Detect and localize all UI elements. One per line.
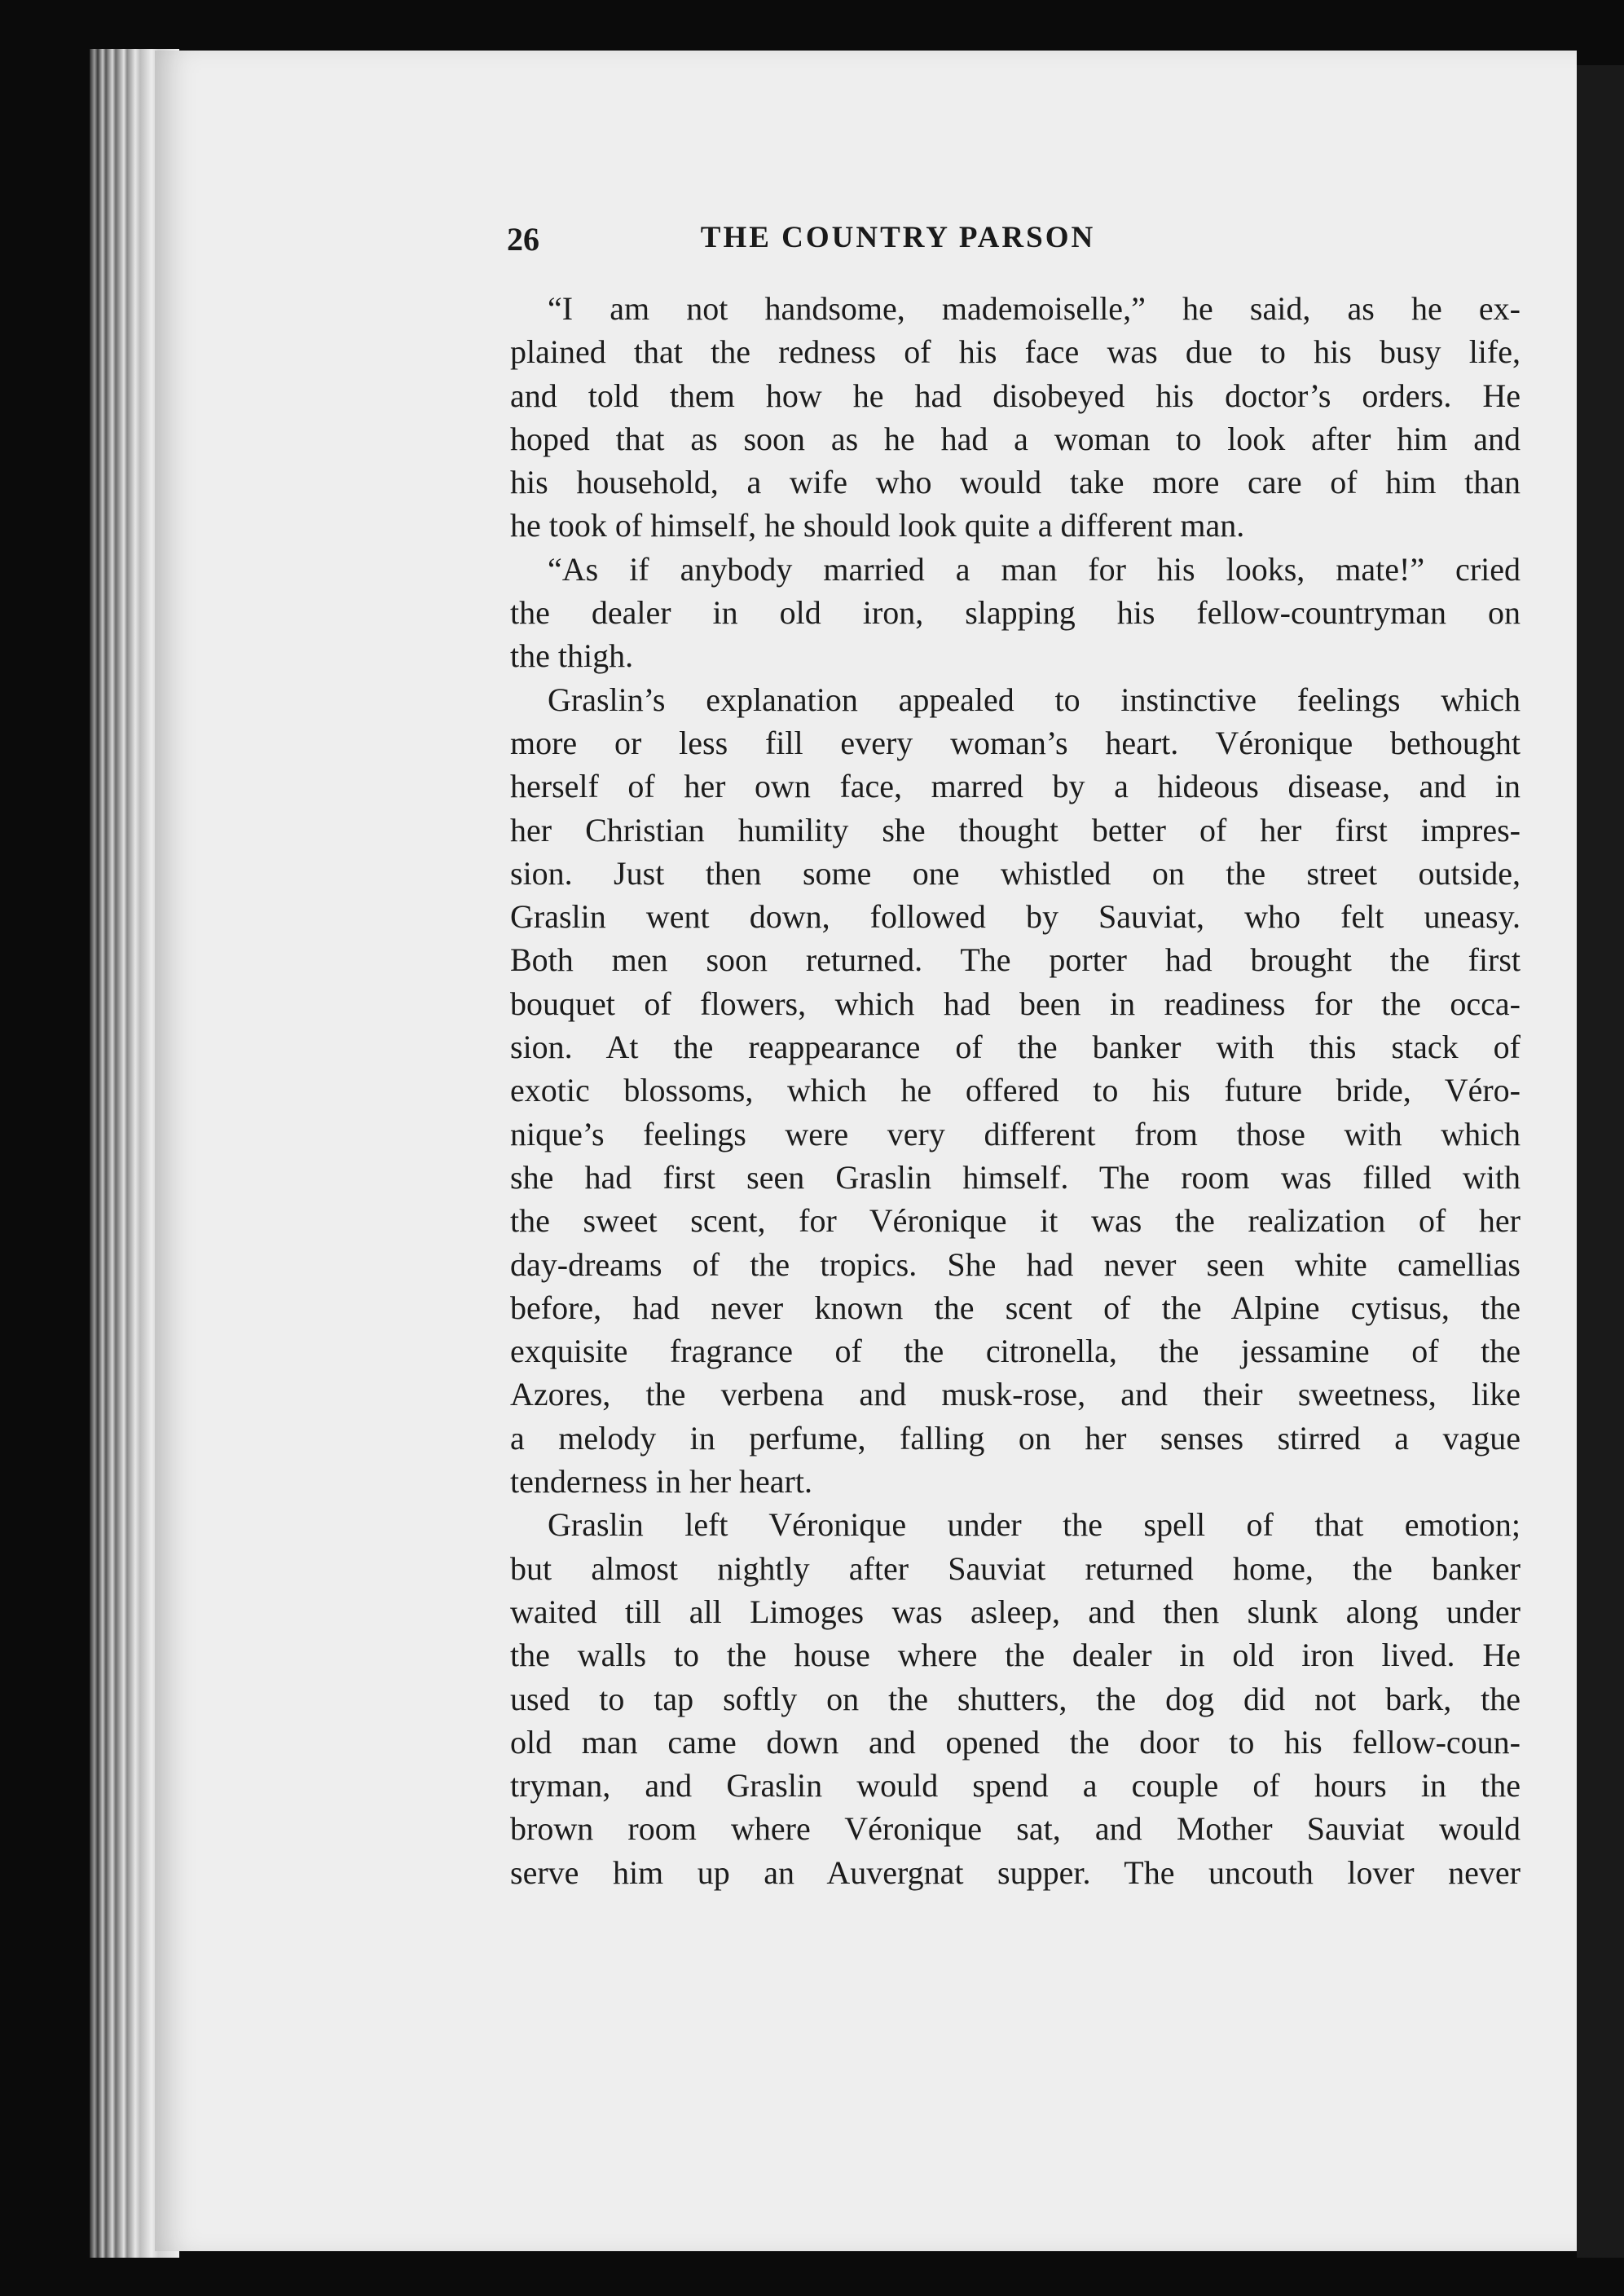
page-header [507,220,1232,261]
text-line: Graslin went down, followed by Sauviat, who felt uneasy. [510,898,1521,936]
text-line: Graslin’s explanation appealed to instinctive feelings which [548,681,1521,718]
text-line: serve him up an Auvergnat supper. The uncouth lover never [510,1853,1521,1891]
text-line: plained that the redness of his face was due to his busy life, [510,333,1521,371]
book-cover-edge [1577,65,1624,2258]
text-line: Graslin left Véronique under the spell of that emotion; [548,1506,1521,1544]
text-line: tryman, and Graslin would spend a couple of hours in the [510,1767,1521,1805]
text-line: brown room where Véronique sat, and Mother Sauviat would [510,1810,1521,1848]
text-line: “As if anybody married a man for his looks, mate!” cried [548,550,1521,588]
running-title: THE COUNTRY PARSON [700,221,1096,254]
text-line: he took of himself, he should look quite a different man. [510,507,1245,544]
text-line: a melody in perfume, falling on her senses stirred a vague [510,1419,1521,1456]
page-number: 26 [507,221,539,258]
text-line: sion. Just then some one whistled on the street outside, [510,854,1521,892]
text-line: and told them how he had disobeyed his doctor’s orders. He [510,377,1521,414]
text-line: before, had never known the scent of the Alpine cytisus, the [510,1289,1521,1326]
text-line: but almost nightly after Sauviat returned home, the banker [510,1549,1521,1587]
text-line: exquisite fragrance of the citronella, the jessamine of the [510,1333,1521,1370]
text-line: hoped that as soon as he had a woman to look after him and [510,420,1521,457]
text-line: herself of her own face, marred by a hideous disease, and in [510,768,1521,805]
text-line: the sweet scent, for Véronique it was the realization of her [510,1202,1521,1240]
text-line: Both men soon returned. The porter had brought the first [510,941,1521,979]
text-line: old man came down and opened the door to his fellow-coun- [510,1723,1521,1761]
text-line: the thigh. [510,637,634,675]
text-line: bouquet of flowers, which had been in readiness for the occa- [510,985,1521,1022]
text-line: exotic blossoms, which he offered to his future bride, Véro- [510,1072,1521,1109]
text-line: waited till all Limoges was asleep, and then slunk along under [510,1593,1521,1630]
text-line: Azores, the verbena and musk-rose, and their sweetness, like [510,1376,1521,1413]
text-line: tenderness in her heart. [510,1463,812,1501]
text-line: nique’s feelings were very different from those with which [510,1115,1521,1152]
text-line: the dealer in old iron, slapping his fellow-countryman on [510,594,1521,632]
text-line: sion. At the reappearance of the banker with this stack of [510,1029,1521,1066]
text-line: “I am not handsome, mademoiselle,” he said, as he ex- [548,290,1521,327]
text-line: her Christian humility she thought better of her first impres- [510,811,1521,848]
text-line: she had first seen Graslin himself. The room was filled with [510,1158,1521,1196]
text-line: day-dreams of the tropics. She had never seen white camellias [510,1245,1521,1283]
text-line: used to tap softly on the shutters, the dog did not bark, the [510,1680,1521,1717]
text-line: more or less fill every woman’s heart. Véronique bethought [510,724,1521,761]
text-line: his household, a wife who would take more care of him than [510,464,1521,501]
body-text [510,287,1521,1894]
text-line: the walls to the house where the dealer in old iron lived. He [510,1637,1521,1674]
